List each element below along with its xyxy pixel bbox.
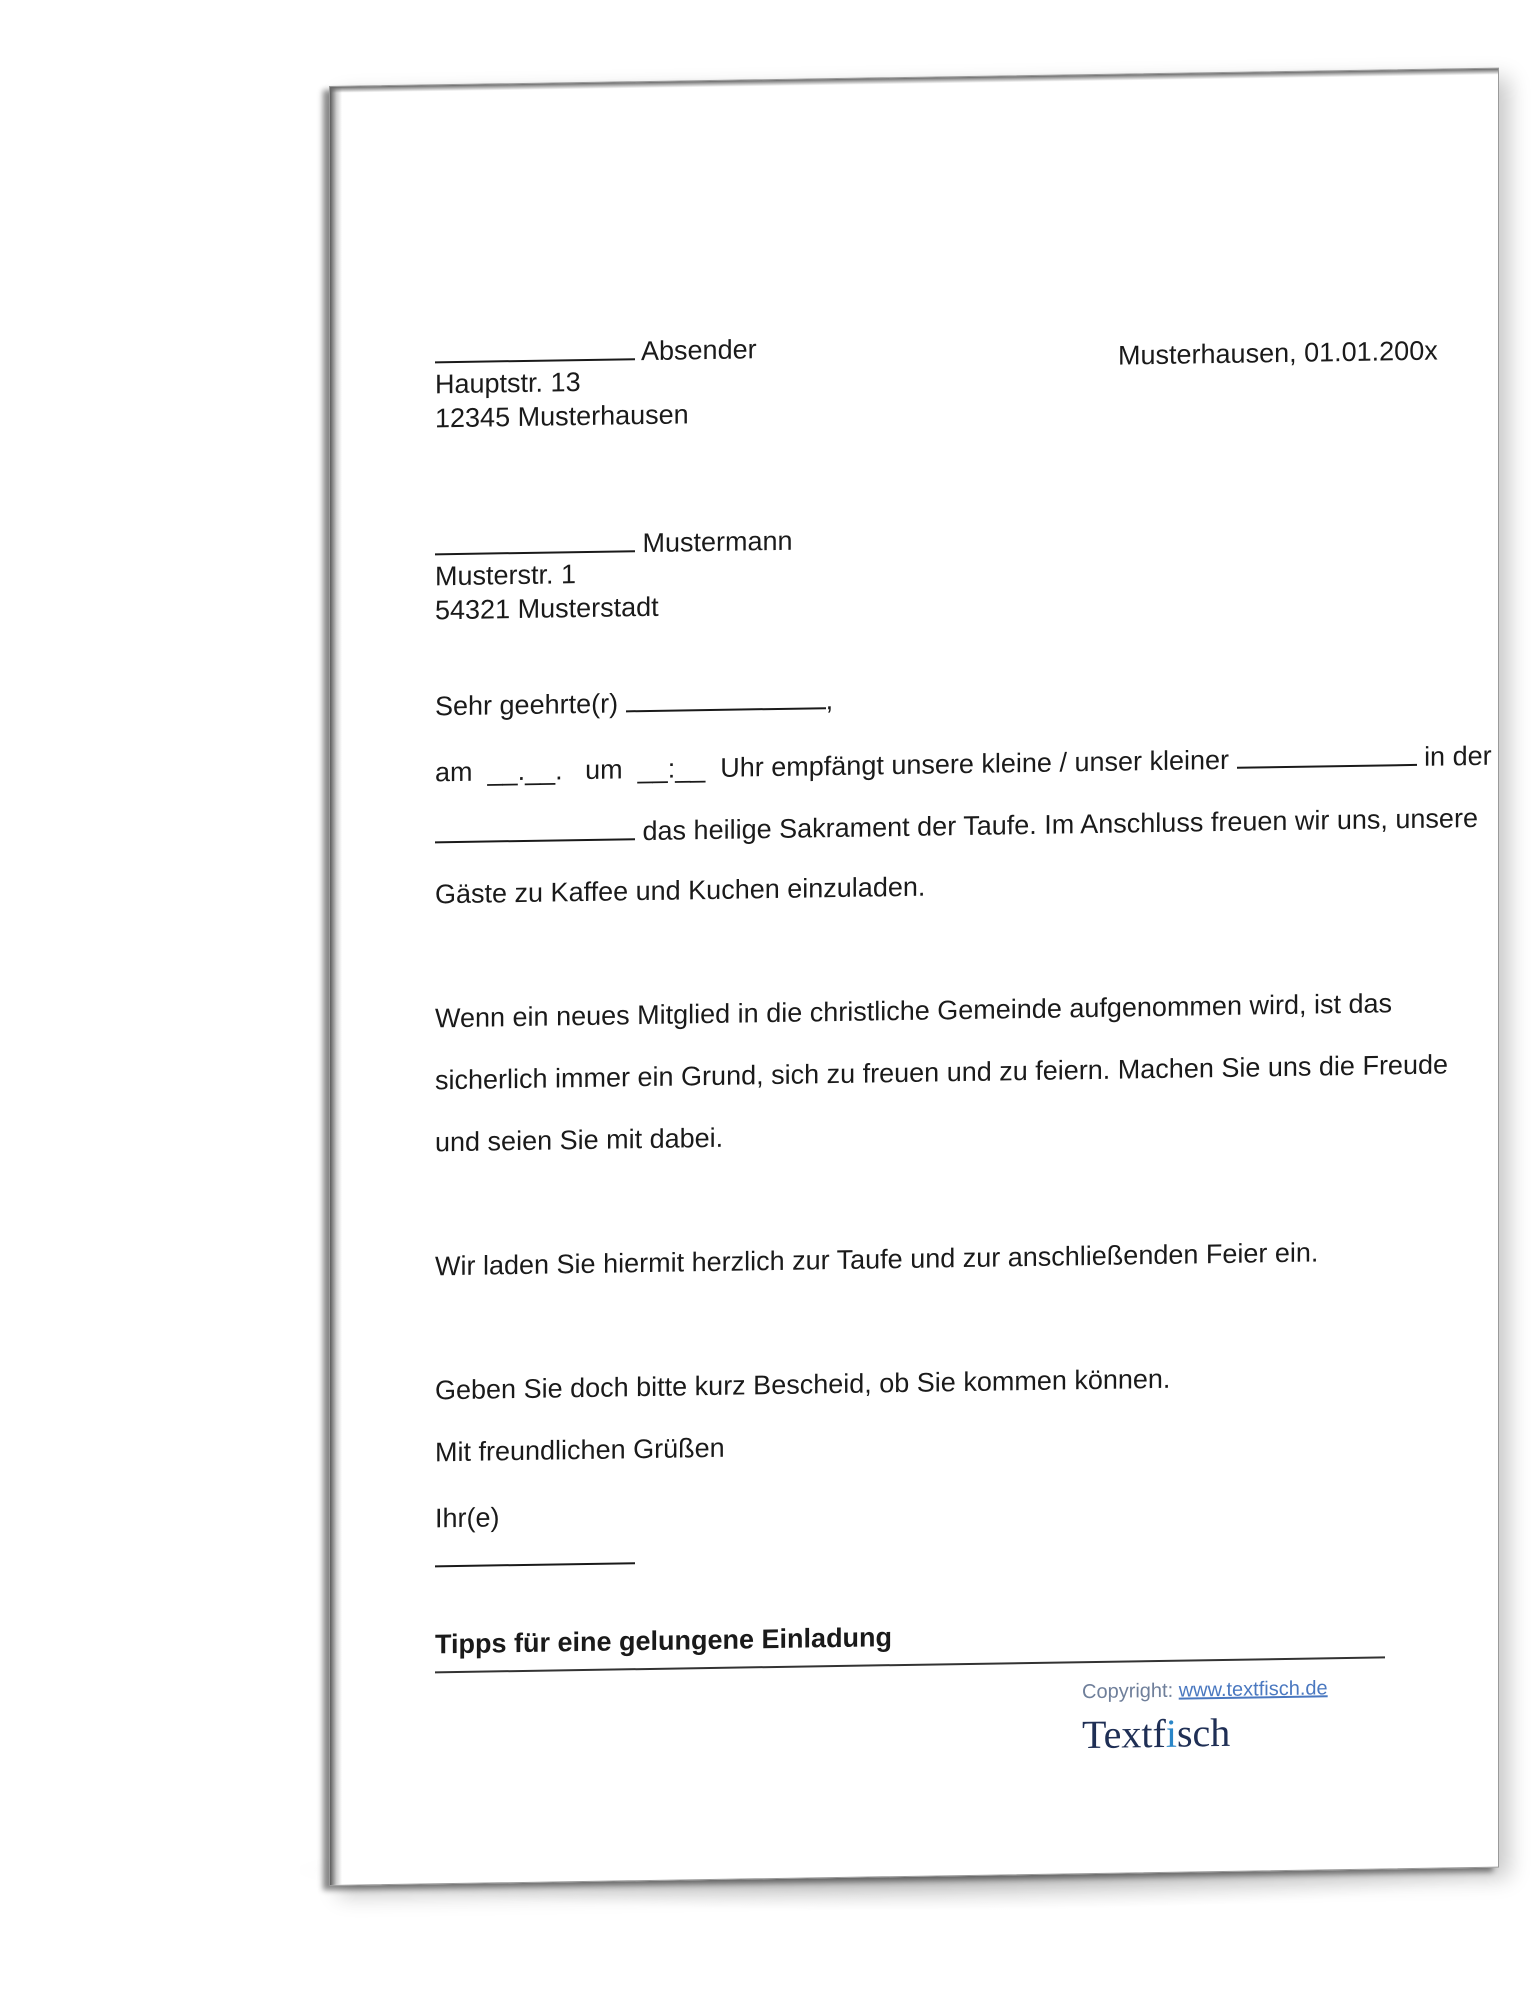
recipient-label: Mustermann <box>642 525 793 559</box>
sender-name-blank <box>435 336 635 363</box>
para3: Wir laden Sie hiermit herzlich zur Taufe und zur anschließenden Feier ein. <box>435 1237 1319 1282</box>
para2-line-3: und seien Sie mit dabei. <box>435 1122 724 1158</box>
body-line-1-text: Uhr empfängt unsere kleine / unser kleiner <box>720 744 1230 783</box>
para2-line-1: Wenn ein neues Mitglied in die christliche Gemeinde aufgenommen wird, ist das <box>435 988 1392 1034</box>
body-date-blank: __.__. <box>487 755 563 787</box>
closing-greeting: Mit freundlichen Grüßen <box>435 1432 725 1468</box>
recipient-street: Musterstr. 1 <box>435 559 577 592</box>
body-line-2 <box>435 803 1478 848</box>
recipient-city: 54321 Musterstadt <box>435 591 659 626</box>
logo-part-3: sch <box>1176 1709 1231 1756</box>
body-time-blank: __:__ <box>637 753 706 785</box>
body-line-1 <box>435 741 1492 787</box>
salutation-suffix: , <box>825 685 834 716</box>
tips-heading: Tipps für eine gelungene Einladung <box>435 1622 893 1660</box>
copyright-line <box>1082 1677 1328 1704</box>
salutation-prefix: Sehr geehrte(r) <box>435 688 619 722</box>
body-um: um <box>585 754 623 785</box>
sender-street: Hauptstr. 13 <box>435 367 581 400</box>
para4: Geben Sie doch bitte kurz Bescheid, ob Sie kommen können. <box>435 1363 1171 1406</box>
letter-page <box>329 68 1499 1886</box>
body-am: am <box>435 756 473 788</box>
place-date: Musterhausen, 01.01.200x <box>1118 335 1438 371</box>
recipient-name-blank <box>435 528 635 555</box>
copyright-label: Copyright: <box>1082 1679 1174 1704</box>
page-top-edge <box>330 69 1498 93</box>
sender-city: 12345 Musterhausen <box>435 399 689 434</box>
body-line-3: Gäste zu Kaffee und Kuchen einzuladen. <box>435 871 926 910</box>
sender-name-line <box>435 334 757 368</box>
logo-part-1: Textf <box>1082 1710 1166 1758</box>
page-left-edge <box>330 87 342 1885</box>
body-line-1-end: in der <box>1424 740 1492 772</box>
para2-line-2: sicherlich immer ein Grund, sich zu freuen und zu feiern. Machen Sie uns die Freude <box>435 1049 1449 1096</box>
child-name-blank <box>1237 742 1417 769</box>
body-line-2-text: das heilige Sakrament der Taufe. Im Anschluss freuen wir uns, unsere <box>642 802 1478 847</box>
salutation-line <box>435 685 833 720</box>
sender-label: Absender <box>641 334 757 367</box>
recipient-name-line <box>435 526 793 561</box>
textfisch-logo <box>1082 1709 1230 1758</box>
closing-signoff: Ihr(e) <box>435 1502 500 1534</box>
salutation-blank <box>626 685 826 712</box>
church-name-blank <box>435 816 635 843</box>
signature-line <box>435 1562 635 1567</box>
tips-rule <box>435 1656 1385 1673</box>
copyright-link[interactable]: www.textfisch.de <box>1178 1677 1328 1702</box>
logo-part-2: i <box>1165 1710 1177 1756</box>
